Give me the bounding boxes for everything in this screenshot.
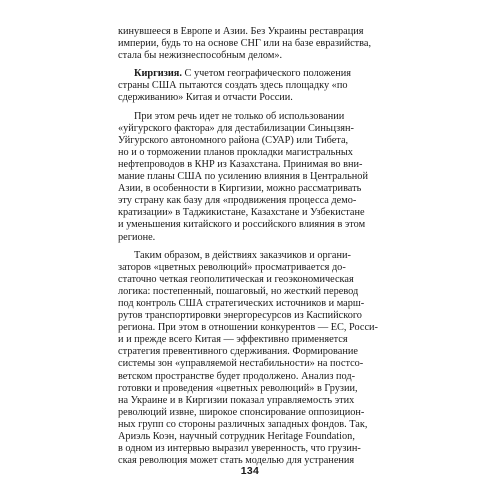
- paragraph: [118, 250, 384, 468]
- text-line-rest: С учетом географического положения: [181, 68, 351, 80]
- text-line: стала бы нежизнеспособным делом».: [118, 50, 283, 62]
- text-line: и и прежде всего Китая — эффективно применяется: [118, 334, 348, 346]
- text-line: сдерживанию» Китая и отчасти России.: [118, 92, 293, 104]
- text-line: региона. При этом в отношении конкурентов — ЕС, Росси-: [118, 322, 378, 334]
- text-line: готовки и проведения «цветных революций» в Грузии,: [118, 382, 358, 394]
- text-line: системы зон «управляемой нестабильности» на постсо-: [118, 358, 364, 370]
- body-text: [118, 26, 384, 467]
- text-line: страны США пытаются создать здесь площадку «по: [118, 80, 348, 92]
- text-line: под контроль США стратегических источников и марш-: [118, 297, 365, 309]
- text-line: мание планы США по усилению влияния в Центральной: [118, 171, 368, 183]
- page-number: 134: [240, 465, 260, 477]
- paragraph: [118, 68, 384, 104]
- text-line: статочно четкая геополитическая и геоэкономическая: [118, 273, 354, 285]
- text-line: Ариэль Коэн, научный сотрудник Heritage Foundation,: [118, 431, 355, 442]
- text-line: империи, будь то на основе СНГ или на базе евразийства,: [118, 38, 372, 50]
- text-line: логика: постепенный, пошаговый, но жесткий перевод: [118, 285, 359, 297]
- text-line: Азии, в особенности в Киргизии, можно рассматривать: [118, 183, 362, 195]
- paragraph: [118, 26, 384, 62]
- paragraph-lead: Киргизия.: [134, 68, 182, 80]
- text-line: кинувшееся в Европе и Азии. Без Украины реставрация: [118, 26, 364, 37]
- text-line: Таким образом, в действиях заказчиков и органи-: [134, 249, 351, 261]
- text-line: [118, 68, 384, 80]
- text-line: ных групп со стороны различных западных фондов. Так,: [118, 418, 368, 430]
- text-line: эту страну как базу для «продвижения процесса демо-: [118, 195, 357, 207]
- text-line: «уйгурского фактора» для дестабилизации Синьцзян-: [118, 122, 354, 134]
- text-line: рутов транспортировки энергоресурсов из Каспийского: [118, 310, 362, 322]
- text-line: кратизации» в Таджикистане, Казахстане и Узбекистане: [118, 207, 365, 219]
- text-line: ветском пространстве будет продолжено. Анализ под-: [118, 370, 356, 382]
- paragraph: [118, 111, 384, 244]
- text-line: в одном из интервью выразил уверенность, что грузин-: [118, 443, 361, 455]
- text-line: ская революция может стать моделью для устранения: [118, 455, 355, 467]
- text-line: но и о торможении планов прокладки магистральных: [118, 146, 353, 158]
- text-line: Уйгурского автономного района (СУАР) или Тибета,: [118, 134, 349, 146]
- text-line: революций извне, широкое спонсирование оппозицион-: [118, 406, 365, 418]
- text-line: При этом речь идет не только об использовании: [134, 110, 345, 122]
- text-line: на Украине и в Киргизии показал управляемость этих: [118, 394, 355, 406]
- text-line: нефтепроводов в КНР из Казахстана. Принимая во вни-: [118, 158, 363, 170]
- text-line: стратегия превентивного сдерживания. Формирование: [118, 346, 358, 358]
- text-line: регионе.: [118, 231, 156, 243]
- text-line: заторов «цветных революций» просматривается до-: [118, 261, 346, 273]
- text-line: и уменьшения китайского и российского влияния в этом: [118, 219, 366, 231]
